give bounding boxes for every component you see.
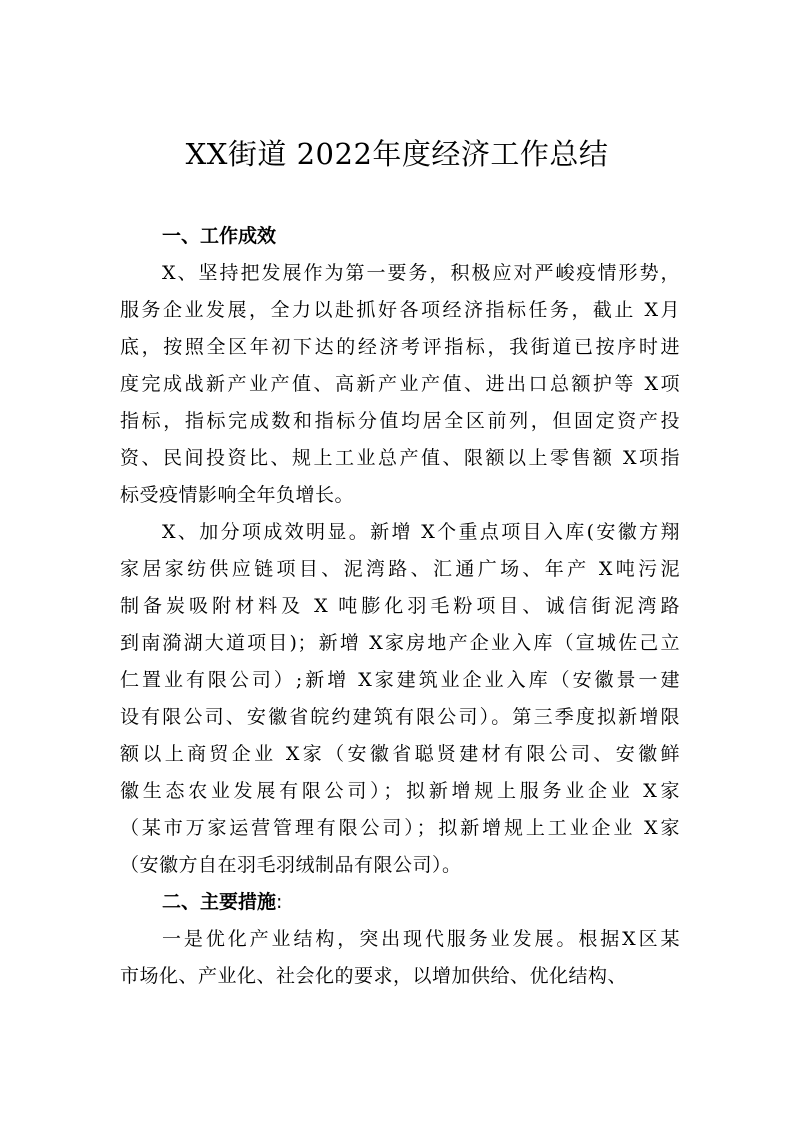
section-heading-measures bbox=[120, 884, 680, 921]
text-line: 一是优化产业结构，突出现代服务业发展。根据X区某 bbox=[162, 928, 680, 950]
text-line: 底，按照全区年初下达的经济考评指标，我街道已按序时进 bbox=[120, 336, 680, 358]
text-line: 指标，指标完成数和指标分值均居全区前列，但固定资产投 bbox=[120, 410, 680, 432]
section-heading-measures-text: 二、主要措施 bbox=[162, 891, 277, 913]
text-line: X、加分项成效明显。新增 X个重点项目入库(安徽方翔 bbox=[162, 521, 680, 543]
text-line: 设有限公司、安徽省皖约建筑有限公司）。第三季度拟新增限 bbox=[120, 706, 680, 728]
text-line: 额以上商贸企业 X家（安徽省聪贤建材有限公司、安徽鲜 bbox=[120, 743, 680, 765]
paragraph-first-priority bbox=[120, 255, 680, 514]
text-line: 家居家纺供应链项目、泥湾路、汇通广场、年产 X吨污泥 bbox=[120, 558, 680, 580]
text-line: 标受疫情影响全年负增长。 bbox=[120, 484, 355, 506]
text-line: 徽生态农业发展有限公司）；拟新增规上服务业企业 X家 bbox=[120, 780, 680, 802]
text-line: 制备炭吸附材料及 X 吨膨化羽毛粉项目、诚信街泥湾路 bbox=[120, 595, 680, 617]
section-heading-results-text: 一、工作成效 bbox=[162, 225, 277, 247]
paragraph-industrial-structure bbox=[120, 921, 680, 995]
text-line: 资、民间投资比、规上工业总产值、限额以上零售额 X项指 bbox=[120, 447, 680, 469]
text-line: X、坚持把发展作为第一要务，积极应对严峻疫情形势， bbox=[162, 262, 680, 284]
text-line: 度完成战新产业产值、高新产业产值、进出口总额护等 X项 bbox=[120, 373, 680, 395]
text-line: （某市万家运营管理有限公司）；拟新增规上工业企业 X家 bbox=[120, 817, 680, 839]
document-title: XX街道 2022年度经济工作总结 bbox=[185, 137, 609, 171]
text-line: 服务企业发展，全力以赴抓好各项经济指标任务，截止 X月 bbox=[120, 299, 680, 321]
text-line: 仁置业有限公司）;新增 X家建筑业企业入库（安徽景一建 bbox=[120, 669, 680, 691]
document-body bbox=[120, 218, 680, 995]
text-line: 到南漪湖大道项目)；新增 X家房地产企业入库（宣城佐己立 bbox=[120, 632, 680, 654]
section-heading-measures-tail: : bbox=[276, 891, 283, 913]
text-line: （安徽方自在羽毛羽绒制品有限公司）。 bbox=[120, 854, 462, 876]
text-line: 市场化、产业化、社会化的要求，以增加供给、优化结构、 bbox=[120, 965, 628, 987]
paragraph-bonus-items bbox=[120, 514, 680, 884]
section-heading-results bbox=[120, 218, 680, 255]
